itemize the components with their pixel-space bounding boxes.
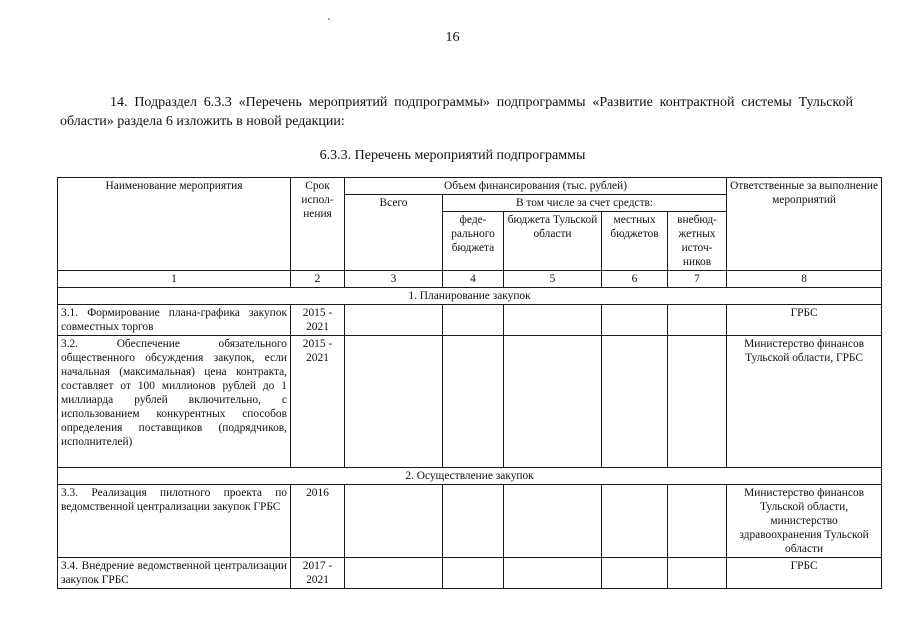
page-number: 16 <box>445 30 460 45</box>
group-row <box>58 288 882 305</box>
cell-local <box>602 485 668 558</box>
group-row <box>58 468 882 485</box>
column-number: 1 <box>58 271 291 288</box>
column-number-row <box>58 271 882 288</box>
cell-regional <box>504 336 602 468</box>
cell-federal <box>443 305 504 336</box>
measures-table <box>57 177 882 589</box>
column-number: 7 <box>668 271 727 288</box>
column-number: 8 <box>727 271 882 288</box>
cell-extrabudget <box>668 305 727 336</box>
header-name: Наименование мероприятия <box>58 178 291 271</box>
header-regional: бюджета Тульской области <box>504 212 602 271</box>
column-number: 4 <box>443 271 504 288</box>
table-row <box>58 485 882 558</box>
header-row-1 <box>58 178 882 195</box>
cell-extrabudget <box>668 336 727 468</box>
measure-name: 3.4. Внедрение ведомственной централизации закупок ГРБС <box>58 558 291 589</box>
table-row <box>58 558 882 589</box>
table-row <box>58 336 882 468</box>
cell-federal <box>443 336 504 468</box>
measure-responsible: Министерство финансов Тульской области, ГРБС <box>727 336 882 468</box>
measure-name: 3.2. Обеспечение обязательного общественного обсуждения закупок, если начальная (максимальная) цена контракта, составляет от 100 миллионов рублей до 1 миллиарда рублей включительно, с использованием конкурентных способов определения поставщиков (подрядчиков, исполнителей) <box>58 336 291 468</box>
measure-term: 2017 - 2021 <box>291 558 345 589</box>
cell-federal <box>443 485 504 558</box>
header-including: В том числе за счет средств: <box>443 195 727 212</box>
measure-responsible: Министерство финансов Тульской области, министерство здравоохранения Тульской области <box>727 485 882 558</box>
scan-speck <box>328 18 330 20</box>
cell-total <box>345 305 443 336</box>
measure-responsible: ГРБС <box>727 305 882 336</box>
section-title: 6.3.3. Перечень мероприятий подпрограммы <box>319 148 586 163</box>
header-federal: феде- рального бюджета <box>443 212 504 271</box>
column-number: 3 <box>345 271 443 288</box>
cell-local <box>602 558 668 589</box>
column-number: 6 <box>602 271 668 288</box>
measure-term: 2016 <box>291 485 345 558</box>
group-title: 2. Осуществление закупок <box>58 468 882 485</box>
cell-extrabudget <box>668 485 727 558</box>
column-number: 2 <box>291 271 345 288</box>
cell-local <box>602 336 668 468</box>
cell-total <box>345 485 443 558</box>
cell-total <box>345 336 443 468</box>
cell-federal <box>443 558 504 589</box>
measure-responsible: ГРБС <box>727 558 882 589</box>
cell-local <box>602 305 668 336</box>
cell-extrabudget <box>668 558 727 589</box>
header-local: местных бюджетов <box>602 212 668 271</box>
measure-term: 2015 - 2021 <box>291 305 345 336</box>
measure-term: 2015 - 2021 <box>291 336 345 468</box>
header-extrabudget: внебюд- жетных источ- ников <box>668 212 727 271</box>
column-number: 5 <box>504 271 602 288</box>
header-term: Срок испол- нения <box>291 178 345 271</box>
cell-regional <box>504 305 602 336</box>
header-responsible: Ответственные за выполнение мероприятий <box>727 178 882 271</box>
table-row <box>58 305 882 336</box>
group-title: 1. Планирование закупок <box>58 288 882 305</box>
header-financing: Объем финансирования (тыс. рублей) <box>345 178 727 195</box>
measure-name: 3.1. Формирование плана-графика закупок совместных торгов <box>58 305 291 336</box>
cell-regional <box>504 485 602 558</box>
cell-regional <box>504 558 602 589</box>
intro-paragraph: 14. Подраздел 6.3.3 «Перечень мероприятий подпрограммы» подпрограммы «Развитие контрактной системы Тульской области» раздела 6 изложить в новой редакции: <box>60 95 853 129</box>
measure-name: 3.3. Реализация пилотного проекта по ведомственной централизации закупок ГРБС <box>58 485 291 558</box>
cell-total <box>345 558 443 589</box>
header-total: Всего <box>345 195 443 271</box>
